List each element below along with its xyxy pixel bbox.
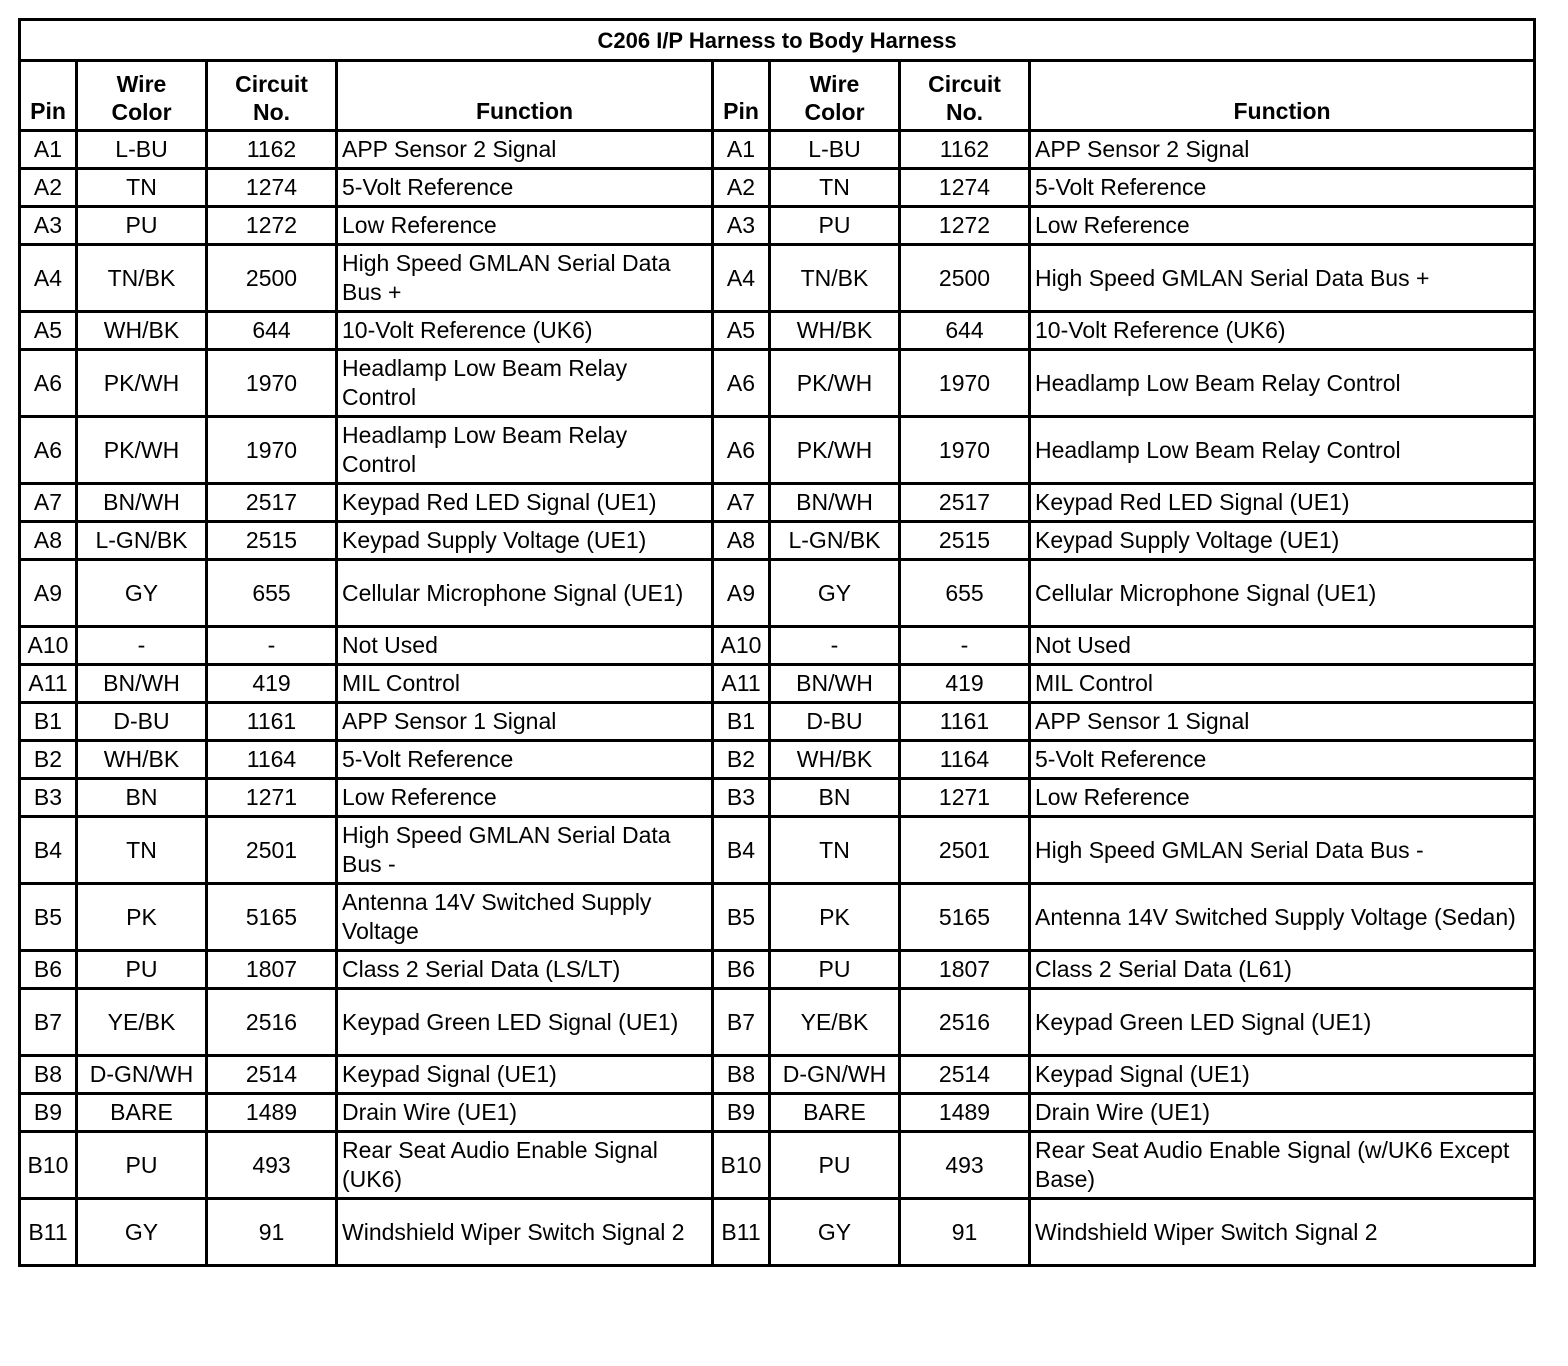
circuit-cell-right: 1162 <box>900 131 1030 169</box>
function-cell: Keypad Green LED Signal (UE1) <box>337 989 713 1056</box>
pin-cell: A5 <box>20 312 77 350</box>
function-cell: High Speed GMLAN Serial Data Bus - <box>337 817 713 884</box>
wire-color-cell-right: - <box>770 627 900 665</box>
function-cell-right: 5-Volt Reference <box>1030 169 1535 207</box>
circuit-cell: 2500 <box>207 245 337 312</box>
table-row <box>20 884 1535 951</box>
function-cell: Rear Seat Audio Enable Signal (UK6) <box>337 1132 713 1199</box>
circuit-cell-right: 2501 <box>900 817 1030 884</box>
circuit-cell: 1274 <box>207 169 337 207</box>
circuit-cell: 2517 <box>207 484 337 522</box>
function-cell-right: Class 2 Serial Data (L61) <box>1030 951 1535 989</box>
pin-cell: B8 <box>20 1056 77 1094</box>
function-cell-right: Headlamp Low Beam Relay Control <box>1030 417 1535 484</box>
pin-cell: B1 <box>20 703 77 741</box>
pin-cell: A9 <box>20 560 77 627</box>
function-cell: Not Used <box>337 627 713 665</box>
circuit-cell: 1271 <box>207 779 337 817</box>
wire-color-cell: TN <box>77 817 207 884</box>
pin-cell: A11 <box>20 665 77 703</box>
wire-color-cell-right: GY <box>770 1199 900 1266</box>
function-cell: Class 2 Serial Data (LS/LT) <box>337 951 713 989</box>
function-cell: Headlamp Low Beam Relay Control <box>337 350 713 417</box>
pin-cell: B5 <box>20 884 77 951</box>
function-cell-right: Low Reference <box>1030 207 1535 245</box>
pin-cell-right: A4 <box>713 245 770 312</box>
pin-cell-right: B9 <box>713 1094 770 1132</box>
circuit-cell-right: 1274 <box>900 169 1030 207</box>
circuit-cell: 1272 <box>207 207 337 245</box>
circuit-cell-right: 2516 <box>900 989 1030 1056</box>
wire-color-cell-right: TN <box>770 817 900 884</box>
wire-color-cell: BN/WH <box>77 665 207 703</box>
wire-color-cell: PK/WH <box>77 350 207 417</box>
header-circuit-right <box>900 61 1030 131</box>
pin-cell: B4 <box>20 817 77 884</box>
header-circuit-right-text: Circuit No. <box>928 71 1001 125</box>
wire-color-cell-right: PK <box>770 884 900 951</box>
function-cell: APP Sensor 1 Signal <box>337 703 713 741</box>
function-cell: Keypad Signal (UE1) <box>337 1056 713 1094</box>
wire-color-cell: PU <box>77 1132 207 1199</box>
wire-color-cell: - <box>77 627 207 665</box>
pin-cell: A4 <box>20 245 77 312</box>
function-cell-right: Keypad Red LED Signal (UE1) <box>1030 484 1535 522</box>
pin-cell: B2 <box>20 741 77 779</box>
pin-cell-right: B7 <box>713 989 770 1056</box>
wire-color-cell-right: BN <box>770 779 900 817</box>
function-cell-right: Not Used <box>1030 627 1535 665</box>
circuit-cell: 493 <box>207 1132 337 1199</box>
wire-color-cell: BN <box>77 779 207 817</box>
wire-color-cell: TN <box>77 169 207 207</box>
function-cell: Drain Wire (UE1) <box>337 1094 713 1132</box>
wire-color-cell: PK/WH <box>77 417 207 484</box>
function-cell-right: 5-Volt Reference <box>1030 741 1535 779</box>
pin-cell-right: A1 <box>713 131 770 169</box>
header-circuit-text: Circuit No. <box>235 71 308 125</box>
pin-cell-right: B1 <box>713 703 770 741</box>
pin-cell-right: B4 <box>713 817 770 884</box>
wire-color-cell: L-GN/BK <box>77 522 207 560</box>
wire-color-cell-right: YE/BK <box>770 989 900 1056</box>
pin-cell: B6 <box>20 951 77 989</box>
circuit-cell-right: 644 <box>900 312 1030 350</box>
header-wire-color <box>77 61 207 131</box>
table-row <box>20 560 1535 627</box>
function-cell-right: Cellular Microphone Signal (UE1) <box>1030 560 1535 627</box>
pin-cell: A6 <box>20 350 77 417</box>
pin-cell-right: A10 <box>713 627 770 665</box>
wire-color-cell-right: D-BU <box>770 703 900 741</box>
wire-color-cell: GY <box>77 1199 207 1266</box>
header-function: Function <box>337 61 713 131</box>
wire-color-cell-right: BARE <box>770 1094 900 1132</box>
circuit-cell-right: 91 <box>900 1199 1030 1266</box>
pin-cell-right: B8 <box>713 1056 770 1094</box>
table-row <box>20 1132 1535 1199</box>
wire-color-cell: YE/BK <box>77 989 207 1056</box>
table-row <box>20 989 1535 1056</box>
pin-cell-right: A7 <box>713 484 770 522</box>
table-row <box>20 741 1535 779</box>
pin-cell-right: A2 <box>713 169 770 207</box>
pin-cell-right: A5 <box>713 312 770 350</box>
circuit-cell-right: 1164 <box>900 741 1030 779</box>
circuit-cell: 2516 <box>207 989 337 1056</box>
circuit-cell: 1489 <box>207 1094 337 1132</box>
table-row <box>20 417 1535 484</box>
circuit-cell-right: 2515 <box>900 522 1030 560</box>
circuit-cell: 1164 <box>207 741 337 779</box>
wire-color-cell: WH/BK <box>77 741 207 779</box>
table-row <box>20 484 1535 522</box>
circuit-cell: 1161 <box>207 703 337 741</box>
table-row <box>20 817 1535 884</box>
wire-color-cell-right: PU <box>770 207 900 245</box>
table-row <box>20 1199 1535 1266</box>
header-wire-color-right <box>770 61 900 131</box>
header-wire-color-text: Wire Color <box>111 71 172 125</box>
wire-color-cell: BARE <box>77 1094 207 1132</box>
pin-cell-right: B2 <box>713 741 770 779</box>
pin-cell-right: A6 <box>713 417 770 484</box>
header-circuit <box>207 61 337 131</box>
function-cell-right: MIL Control <box>1030 665 1535 703</box>
circuit-cell-right: 2517 <box>900 484 1030 522</box>
circuit-cell-right: 1807 <box>900 951 1030 989</box>
function-cell: Low Reference <box>337 779 713 817</box>
circuit-cell: 91 <box>207 1199 337 1266</box>
pin-cell-right: A3 <box>713 207 770 245</box>
wire-color-cell-right: PU <box>770 1132 900 1199</box>
table-body <box>20 131 1535 1266</box>
function-cell: 5-Volt Reference <box>337 741 713 779</box>
function-cell-right: Keypad Green LED Signal (UE1) <box>1030 989 1535 1056</box>
table-row <box>20 1094 1535 1132</box>
pin-cell: A7 <box>20 484 77 522</box>
circuit-cell-right: 1161 <box>900 703 1030 741</box>
pin-cell: B3 <box>20 779 77 817</box>
pin-cell-right: B3 <box>713 779 770 817</box>
circuit-cell-right: 1272 <box>900 207 1030 245</box>
table-row <box>20 245 1535 312</box>
circuit-cell-right: 2500 <box>900 245 1030 312</box>
connector-table <box>18 18 1536 1267</box>
table-row <box>20 207 1535 245</box>
pin-cell: B7 <box>20 989 77 1056</box>
function-cell: APP Sensor 2 Signal <box>337 131 713 169</box>
circuit-cell-right: 419 <box>900 665 1030 703</box>
table-row <box>20 169 1535 207</box>
function-cell: Keypad Red LED Signal (UE1) <box>337 484 713 522</box>
circuit-cell: 5165 <box>207 884 337 951</box>
wire-color-cell: L-BU <box>77 131 207 169</box>
circuit-cell: - <box>207 627 337 665</box>
circuit-cell: 1970 <box>207 350 337 417</box>
wire-color-cell-right: PK/WH <box>770 350 900 417</box>
wire-color-cell: PK <box>77 884 207 951</box>
function-cell-right: APP Sensor 1 Signal <box>1030 703 1535 741</box>
function-cell: Antenna 14V Switched Supply Voltage <box>337 884 713 951</box>
function-cell: High Speed GMLAN Serial Data Bus + <box>337 245 713 312</box>
function-cell: Keypad Supply Voltage (UE1) <box>337 522 713 560</box>
circuit-cell: 2501 <box>207 817 337 884</box>
function-cell-right: Keypad Signal (UE1) <box>1030 1056 1535 1094</box>
pin-cell-right: A11 <box>713 665 770 703</box>
wire-color-cell-right: L-BU <box>770 131 900 169</box>
circuit-cell: 1162 <box>207 131 337 169</box>
table-row <box>20 665 1535 703</box>
wire-color-cell-right: BN/WH <box>770 665 900 703</box>
function-cell: 5-Volt Reference <box>337 169 713 207</box>
function-cell-right: Low Reference <box>1030 779 1535 817</box>
pin-cell-right: A9 <box>713 560 770 627</box>
function-cell-right: 10-Volt Reference (UK6) <box>1030 312 1535 350</box>
function-cell-right: Rear Seat Audio Enable Signal (w/UK6 Except Base) <box>1030 1132 1535 1199</box>
table-row <box>20 703 1535 741</box>
table-row <box>20 627 1535 665</box>
wire-color-cell: BN/WH <box>77 484 207 522</box>
table-row <box>20 312 1535 350</box>
circuit-cell: 644 <box>207 312 337 350</box>
function-cell-right: APP Sensor 2 Signal <box>1030 131 1535 169</box>
circuit-cell: 2514 <box>207 1056 337 1094</box>
wire-color-cell-right: PU <box>770 951 900 989</box>
wire-color-cell-right: WH/BK <box>770 741 900 779</box>
wire-color-cell-right: GY <box>770 560 900 627</box>
table-row <box>20 779 1535 817</box>
circuit-cell-right: 1489 <box>900 1094 1030 1132</box>
pin-cell-right: B6 <box>713 951 770 989</box>
wire-color-cell: D-BU <box>77 703 207 741</box>
wire-color-cell: PU <box>77 207 207 245</box>
table-row <box>20 1056 1535 1094</box>
wire-color-cell-right: TN <box>770 169 900 207</box>
function-cell-right: High Speed GMLAN Serial Data Bus + <box>1030 245 1535 312</box>
pin-cell: A10 <box>20 627 77 665</box>
pin-cell-right: A6 <box>713 350 770 417</box>
table-row <box>20 350 1535 417</box>
wire-color-cell: TN/BK <box>77 245 207 312</box>
wire-color-cell-right: L-GN/BK <box>770 522 900 560</box>
circuit-cell-right: - <box>900 627 1030 665</box>
function-cell: Cellular Microphone Signal (UE1) <box>337 560 713 627</box>
circuit-cell-right: 1970 <box>900 350 1030 417</box>
header-pin-right: Pin <box>713 61 770 131</box>
circuit-cell-right: 2514 <box>900 1056 1030 1094</box>
circuit-cell-right: 493 <box>900 1132 1030 1199</box>
table-title: C206 I/P Harness to Body Harness <box>20 20 1535 61</box>
function-cell-right: Headlamp Low Beam Relay Control <box>1030 350 1535 417</box>
function-cell-right: Keypad Supply Voltage (UE1) <box>1030 522 1535 560</box>
header-pin: Pin <box>20 61 77 131</box>
wire-color-cell: D-GN/WH <box>77 1056 207 1094</box>
pin-cell: A1 <box>20 131 77 169</box>
wire-color-cell-right: BN/WH <box>770 484 900 522</box>
circuit-cell: 2515 <box>207 522 337 560</box>
table-row <box>20 951 1535 989</box>
wire-color-cell: PU <box>77 951 207 989</box>
pin-cell: A6 <box>20 417 77 484</box>
function-cell-right: High Speed GMLAN Serial Data Bus - <box>1030 817 1535 884</box>
circuit-cell-right: 1970 <box>900 417 1030 484</box>
pin-cell: B10 <box>20 1132 77 1199</box>
pin-cell-right: B10 <box>713 1132 770 1199</box>
wire-color-cell-right: TN/BK <box>770 245 900 312</box>
function-cell-right: Antenna 14V Switched Supply Voltage (Sedan) <box>1030 884 1535 951</box>
function-cell: Low Reference <box>337 207 713 245</box>
wire-color-cell: GY <box>77 560 207 627</box>
circuit-cell-right: 5165 <box>900 884 1030 951</box>
function-cell: 10-Volt Reference (UK6) <box>337 312 713 350</box>
wire-color-cell-right: PK/WH <box>770 417 900 484</box>
wire-color-cell: WH/BK <box>77 312 207 350</box>
pin-cell: B11 <box>20 1199 77 1266</box>
circuit-cell: 1807 <box>207 951 337 989</box>
pin-cell-right: A8 <box>713 522 770 560</box>
function-cell-right: Windshield Wiper Switch Signal 2 <box>1030 1199 1535 1266</box>
wire-color-cell-right: WH/BK <box>770 312 900 350</box>
function-cell: MIL Control <box>337 665 713 703</box>
wire-color-cell-right: D-GN/WH <box>770 1056 900 1094</box>
pin-cell-right: B5 <box>713 884 770 951</box>
function-cell-right: Drain Wire (UE1) <box>1030 1094 1535 1132</box>
circuit-cell: 419 <box>207 665 337 703</box>
table-row <box>20 131 1535 169</box>
circuit-cell: 655 <box>207 560 337 627</box>
pin-cell: A3 <box>20 207 77 245</box>
header-function-right: Function <box>1030 61 1535 131</box>
pin-cell: A8 <box>20 522 77 560</box>
pin-cell-right: B11 <box>713 1199 770 1266</box>
pin-cell: B9 <box>20 1094 77 1132</box>
table-row <box>20 522 1535 560</box>
function-cell: Headlamp Low Beam Relay Control <box>337 417 713 484</box>
circuit-cell: 1970 <box>207 417 337 484</box>
header-wire-color-right-text: Wire Color <box>804 71 865 125</box>
circuit-cell-right: 655 <box>900 560 1030 627</box>
circuit-cell-right: 1271 <box>900 779 1030 817</box>
pin-cell: A2 <box>20 169 77 207</box>
function-cell: Windshield Wiper Switch Signal 2 <box>337 1199 713 1266</box>
